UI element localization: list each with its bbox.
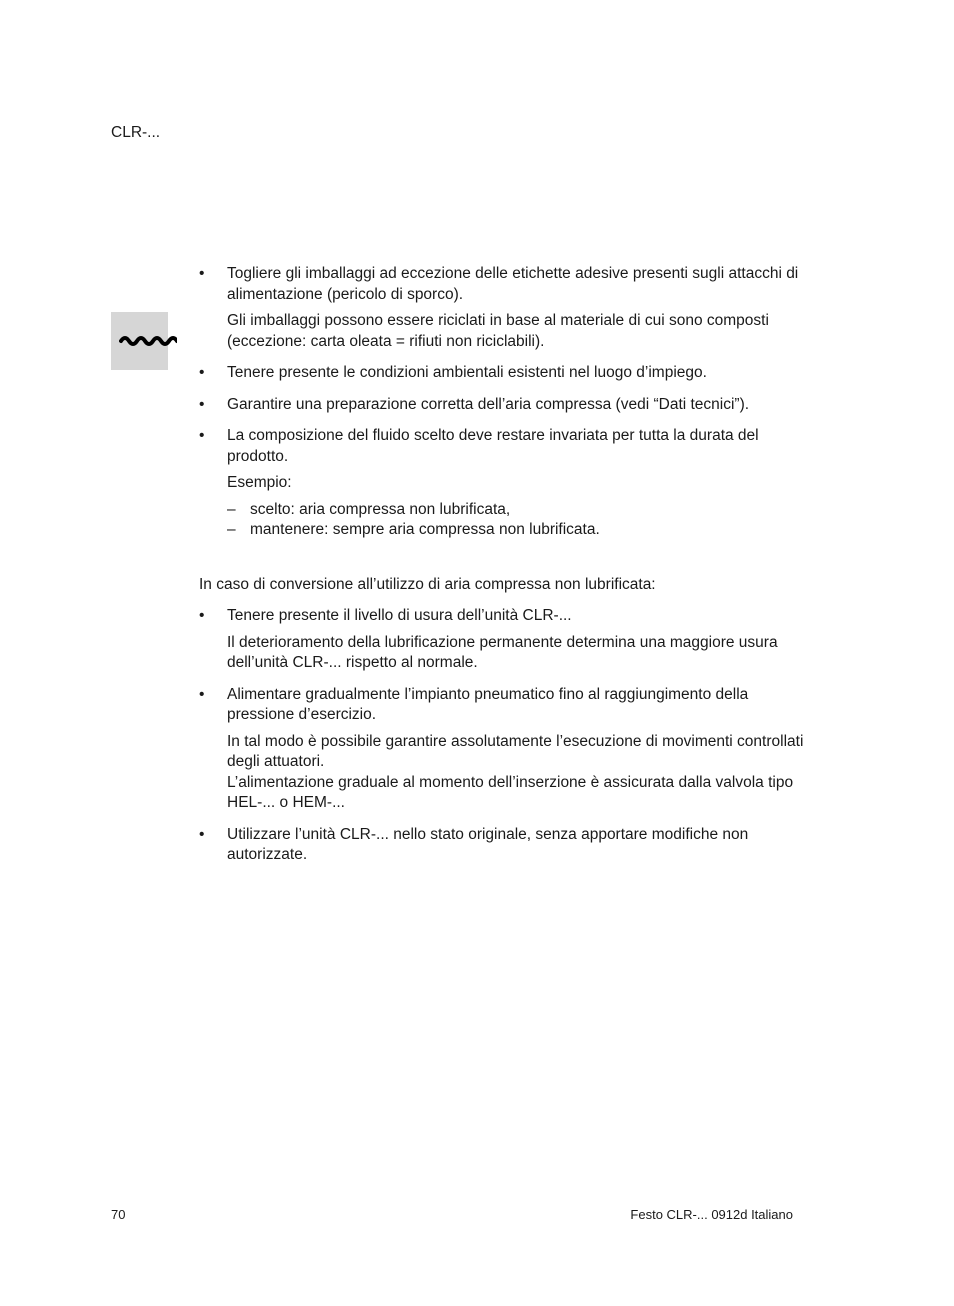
list-item-text: La composizione del fluido scelto deve restare invariata per tutta la durata del prodotto. — [227, 427, 759, 465]
list-item — [199, 825, 809, 866]
list-item-text: Tenere presente il livello di usura dell’unità CLR-... — [227, 607, 572, 624]
list-item — [199, 264, 809, 305]
wave-icon — [119, 334, 177, 348]
note-text: Gli imballaggi possono essere riciclati in base al materiale di cui sono composti (eccezione: carta oleata = rifiuti non riciclabili). — [227, 312, 769, 350]
document-reference: Festo CLR-... 0912d Italiano — [630, 1207, 793, 1222]
list-item — [199, 395, 809, 416]
list-item — [199, 426, 809, 467]
bullet-marker: • — [199, 607, 205, 624]
list-item — [199, 685, 809, 726]
list-item-text: Tenere presente le condizioni ambientali esistenti nel luogo d’impiego. — [227, 364, 707, 381]
main-content — [199, 264, 809, 866]
disposal-icon — [111, 312, 168, 370]
bullet-marker: • — [199, 395, 205, 413]
list-item-text: Alimentare gradualmente l’impianto pneumatico fino al raggiungimento della pressione d’esercizio. — [227, 685, 749, 723]
dash-item-text: scelto: aria compressa non lubrificata, — [250, 500, 511, 518]
list-item — [199, 606, 809, 627]
note-text: L’alimentazione graduale al momento dell’inserzione è assicurata dalla valvola tipo HEL-... o HEM-... — [227, 773, 794, 811]
list-item-text: Togliere gli imballaggi ad eccezione delle etichette adesive presenti sugli attacchi di alimentazione (pericolo di sporco). — [227, 265, 799, 303]
bullet-marker: • — [199, 825, 205, 843]
note-text: Il deterioramento della lubrificazione permanente determina una maggiore usura dell’unità CLR-... rispetto al normale. — [227, 633, 778, 671]
bullet-marker: • — [199, 265, 205, 282]
list-item-text: Garantire una preparazione corretta dell’aria compressa (vedi “Dati tecnici”). — [227, 395, 750, 413]
list-item — [199, 363, 809, 384]
page-number: 70 — [111, 1207, 126, 1222]
page-header: CLR-... — [111, 124, 161, 141]
list-item-text: Utilizzare l’unità CLR-... nello stato originale, senza apportare modifiche non autorizzate. — [227, 825, 749, 863]
dash-marker: – — [227, 521, 236, 538]
dash-marker: – — [227, 500, 236, 518]
bullet-marker: • — [199, 427, 205, 444]
dash-item — [199, 500, 809, 521]
bullet-marker: • — [199, 364, 205, 381]
bullet-marker: • — [199, 685, 205, 703]
note-text: In tal modo è possibile garantire assolutamente l’esecuzione di movimenti controllati degli attuatori. — [227, 732, 804, 770]
dash-item — [199, 520, 809, 541]
example-label: Esempio: — [227, 474, 292, 491]
dash-item-text: mantenere: sempre aria compressa non lubrificata. — [250, 521, 600, 538]
section-intro: In caso di conversione all’utilizzo di aria compressa non lubrificata: — [199, 575, 656, 593]
